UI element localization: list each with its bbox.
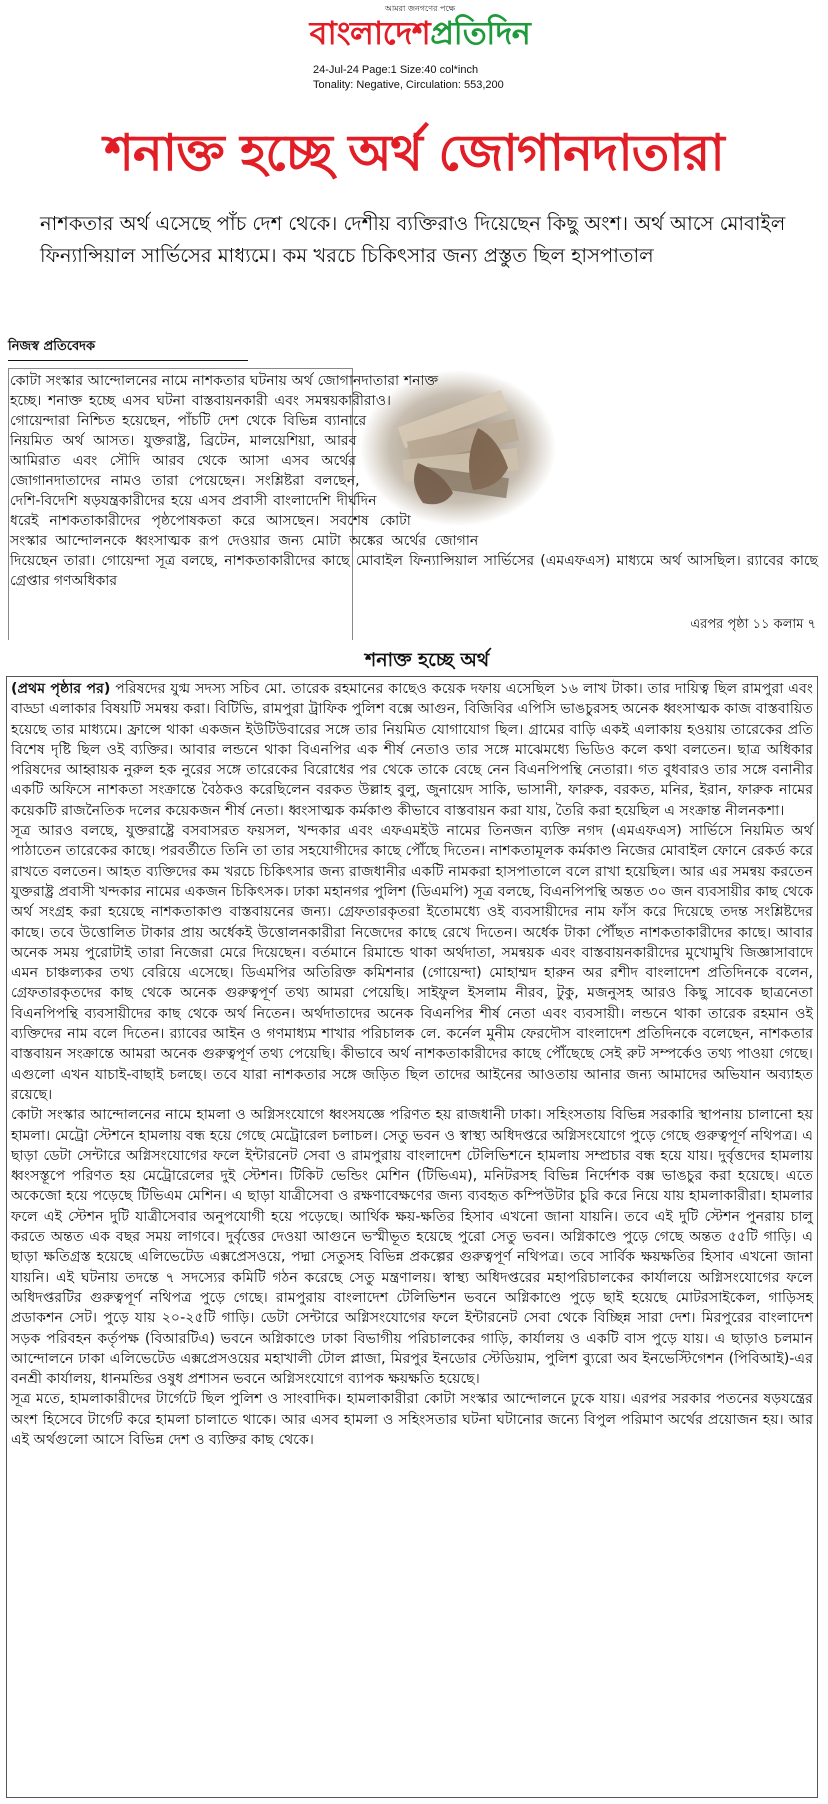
meta-date-page: 24-Jul-24 Page:1 Size:40 col*inch [313,64,479,76]
newspaper-logo [270,14,570,52]
masthead [270,4,570,52]
jump-line: এরপর পৃষ্ঠা ১১ কলাম ৭ [690,617,816,632]
continuation-text [11,679,813,1450]
continuation-headline: শনাক্ত হচ্ছে অর্থ [365,649,490,671]
body-paragraph-4: সূত্র মতে, হামলাকারীদের টার্গেটে ছিল পুলিশ ও সাংবাদিক। হামলাকারীরা কোটা সংস্কার আন্দোলনে ঢুকে যায়। এরপর সরকার পতনের ষড়যন্ত্রের অংশ হিসেবে টার্গেট করে হামলা চালাতে থাকে। আর এসব হামলা ও সহিংসতার ঘটনা ঘটানোর জন্যে বিপুল পরিমাণ অর্থের প্রয়োজন হয়। আর এই অর্থগুলো আসে বিভিন্ন দেশ ও ব্যক্তির কাছ থেকে। [11,1391,813,1448]
body-paragraph-2: সূত্র আরও বলছে, যুক্তরাষ্ট্রে বসবাসরত ফয়সল, খন্দকার এবং এফএমইউ নামের তিনজন ব্যক্তি নগদ (এমএফএস) সার্ভিসে নিয়মিত অর্থ পাঠাতেন তারেকের কাছে। পরবর্তীতে তিনি তা তার সহযোগীদের কাছে পৌঁছে দিতেন। নাশকতামূলক কর্মকাণ্ড নিজের মোবাইল ফোনে রেকর্ড করে রাখতে বলতেন। আহত ব্যক্তিদের কম খরচে চিকিৎসার জন্য রাজধানীর একটি নামকরা হাসপাতালে বলে রাখা হয়েছিল। আর এর সমন্বয় করতেন যুক্তরাষ্ট্র প্রবাসী খন্দকার নামের একজন চিকিৎসক। ঢাকা মহানগর পুলিশ (ডিএমপি) সূত্র বলছে, বিএনপিপন্থি অন্তত ৩০ জন ব্যবসায়ীর কাছ থেকে অর্থ সংগ্রহ করা হয়েছে নাশকতাকাণ্ড বাস্তবায়নের জন্য। গ্রেফতারকৃতরা ইতোমধ্যে ওই ব্যবসায়ীদের নাম ফাঁস করে দিয়েছে তদন্ত সংশ্লিষ্টদের কাছে। তবে উত্তোলিত টাকার প্রায় অর্ধেকই উত্তোলনকারীরা নিজেদের কাছে রেখে দিতেন। অর্ধেক টাকা পৌঁছত নাশকতাকারীদের কাছে। আবার অনেক সময় পুরোটাই তারা নিজেরা মেরে দিয়েছেন। বর্তমানে রিমান্ডে থাকা অর্থদাতা, সমন্বয়ক এবং বাস্তবায়নকারীদের মুখোমুখি জিজ্ঞাসাবাদে এমন চাঞ্চল্যকর তথ্য বেরিয়ে এসেছে। ডিএমপির অতিরিক্ত কমিশনার (গোয়েন্দা) মোহাম্মদ হারুন অর রশীদ বাংলাদেশ প্রতিদিনকে বলেন, গ্রেফতারকৃতদের কাছ থেকে অনেক গুরুত্বপূর্ণ তথ্য আমরা পেয়েছি। সাইফুল ইসলাম নীরব, টুকু, মজনুসহ আরও কিছু সাবেক ছাত্রনেতা বিএনপিপন্থি ব্যবসায়ীদের কাছ থেকে অর্থ নিতেন। অর্থদাতাদের অনেক বিএনপির শীর্ষ নেতা এবং ব্যবসায়ী। লন্ডনে থাকা তারেক রহমান ওই ব্যক্তিদের নাম বলে দিতেন। র‍্যাবের আইন ও গণমাধ্যম শাখার পরিচালক লে. কর্নেল মুনীম ফেরদৌস বাংলাদেশ প্রতিদিনকে বলেছেন, নাশকতার বাস্তবায়ন সংক্রান্তে আমরা অনেক গুরুত্বপূর্ণ তথ্য পেয়েছি। কীভাবে অর্থ নাশকতাকারীদের কাছে পৌঁছেছে সেই রুট সম্পর্কেও তথ্য পাওয়া গেছে। এগুলো এখন যাচাই-বাছাই চলছে। তবে যারা নাশকতার সঙ্গে জড়িত ছিল তাদের আইনের আওতায় আনার জন্য আমাদের অভিযান অব্যাহত রয়েছে। [11,823,814,1103]
body-paragraph-3: কোটা সংস্কার আন্দোলনের নামে হামলা ও অগ্নিসংযোগে ধ্বংসযজ্ঞে পরিণত হয় রাজধানী ঢাকা। সহিংসতায় বিভিন্ন সরকারি স্থাপনায় চালানো হয় হামলা। মেট্রো স্টেশনে হামলায় বন্ধ হয়ে গেছে মেট্রোরেল চলাচল। সেতু ভবন ও স্বাস্থ্য অধিদপ্তরে অগ্নিসংযোগে পুড়ে গেছে গুরুত্বপূর্ণ নথিপত্র। এ ছাড়া ডেটা সেন্টারে অগ্নিসংযোগের ফলে ইন্টারনেট সেবা ও রামপুরায় বাংলাদেশ টেলিভিশনে হামলায় সম্প্রচার বন্ধ হয়ে যায়। দুর্বৃত্তদের হামলায় ধ্বংসস্তূপে পরিণত হয় মেট্রোরেলের দুই স্টেশন। টিকিট ভেন্ডিং মেশিন (টিভিএম), মনিটরসহ বিভিন্ন নির্দেশক বক্স ভাঙচুর করা হয়েছে। এতে অকেজো হয়ে পড়েছে টিভিএম মেশিন। এ ছাড়া যাত্রীসেবা ও রক্ষণাবেক্ষণের জন্য ব্যবহৃত কম্পিউটার চুরি করে নিয়ে যায় হামলাকারীরা। হামলার ফলে এই স্টেশন দুটি যাত্রীসেবার অনুপযোগী হয়ে পড়েছে। আর্থিক ক্ষয়-ক্ষতির হিসাব এখনো জানা যায়নি। তবে এই দুটি স্টেশন পুনরায় চালু করতে অন্তত এক বছর সময় লাগবে। দুর্বৃত্তের দেওয়া আগুনে ভস্মীভূত হয়েছে পুরো সেতু ভবন। অগ্নিকাণ্ডে পুড়ে গেছে অন্তত ৫৫টি গাড়ি। এ ছাড়া ক্ষতিগ্রস্ত হয়েছে এলিভেটেড এক্সপ্রেসওয়ে, পদ্মা সেতুসহ বিভিন্ন প্রকল্পের গুরুত্বপূর্ণ নথিপত্র। তবে সার্বিক ক্ষয়ক্ষতির হিসাব এখনো জানা যায়নি। এই ঘটনায় তদন্তে ৭ সদস্যের কমিটি গঠন করেছে সেতু মন্ত্রণালয়। স্বাস্থ্য অধিদপ্তরের মহাপরিচালকের কার্যালয়ে অগ্নিসংযোগের ফলে অধিদপ্তরটির গুরুত্বপূর্ণ নথিপত্র পুড়ে গেছে। রামপুরায় বাংলাদেশ টেলিভিশন ভবনে অগ্নিকাণ্ডে পুড়ে ছাই হয়েছে মোটরসাইকেল, গাড়িসহ প্রডাকশন সেট। পুড়ে যায় ২০-২৫টি গাড়ি। ডেটা সেন্টারে অগ্নিসংযোগের ফলে ইন্টারনেট সেবা থেকে বিচ্ছিন্ন সারা দেশ। মিরপুরের বাংলাদেশ সড়ক পরিবহন কর্তৃপক্ষ (বিআরটিএ) ভবনে অগ্নিকাণ্ডে ঢাকা বিভাগীয় পরিচালকের গাড়ি, কার্যালয় ও একটি বাস পুড়ে যায়। এ ছাড়াও চলমান আন্দোলনে ঢাকা এলিভেটেড এক্সপ্রেসওয়ের মহাখালী টোল প্লাজা, মিরপুর ইনডোর স্টেডিয়াম, পুলিশ ব্যুরো অব ইনভেস্টিগেশন (পিবিআই)-এর বনশ্রী কার্যালয়, ধানমন্ডির ওষুধ প্রশাসন ভবনে অগ্নিসংযোগে ব্যাপক ক্ষয়ক্ষতি হয়েছে। [11,1107,813,1388]
logo-part-2: প্রতিদিন [430,14,531,52]
body-paragraph-1 [11,679,813,821]
logo-part-1: বাংলাদেশ [309,14,431,52]
deck-subheadline: নাশকতার অর্থ এসেছে পাঁচ দেশ থেকে। দেশীয় ব্যক্তিরাও দিয়েছেন কিছু অংশ। অর্থ আসে মোবাইল ফিন্যান্সিয়াল সার্ভিসের মাধ্যমে। কম খরচে চিকিৎসার জন্য প্রস্তুত ছিল হাসপাতাল [40,212,786,267]
body-paragraph-1-text: পরিষদের যুগ্ম সদস্য সচিব মো. তারেক রহমানের কাছেও কয়েক দফায় এসেছিল ১৬ লাখ টাকা। তার দায়িত্ব ছিল রামপুরা এবং বাড্ডা এলাকার বিষয়টি সমন্বয় করা। বিটিভি, রামপুরা ট্রাফিক পুলিশ বক্সে আগুন, বিজিবির এপিসি ভাঙচুরসহ অনেক ধ্বংসাত্মক কাজ বাস্তবায়িত হয়েছে তার মাধ্যমে। ফ্রান্সে থাকা একজন ইউটিউবারের সঙ্গে তার নিয়মিত যোগাযোগ ছিল। গ্রামের বাড়ি একই এলাকায় হওয়ায় তারেকের প্রতি বিশেষ দৃষ্টি ছিল ওই ব্যক্তির। আবার লন্ডনে থাকা বিএনপির এক শীর্ষ নেতাও তার সঙ্গে মাঝেমধ্যে ভিডিও কলে কথা বলতেন। ছাত্র অধিকার পরিষদের আহ্বায়ক নুরুল হক নুরের সঙ্গে তারেকের বিরোধের পর থেকে তাকে বেছে নেন বিএনপিপন্থি নেতারা। গত বুধবারও তার সঙ্গে বনানীর একটি অফিসে নাশকতা সংক্রান্তে বৈঠকও করেছিলেন বরকত উল্লাহ বুলু, জুনায়েদ সাকি, ভাসানী, ফারুক, বরকত, মনির, ইরান, ফারুক নামের কয়েকটি রাজনৈতিক দলের কয়েকজন শীর্ষ নেতা। ধ্বংসাত্মক কর্মকাণ্ড কীভাবে বাস্তবায়ন করা যায়, তৈরি করা হয়েছিল এ সংক্রান্ত নীলনকশা। [11,681,813,819]
masthead-tagline: আমরা জনগণের পক্ষে [384,4,456,13]
meta-tonality: Tonality: Negative, Circulation: 553,200 [313,79,504,91]
continuation-lead: (প্রথম পৃষ্ঠার পর) [11,681,111,697]
intro-text: কোটা সংস্কার আন্দোলনের নামে নাশকতার ঘটনায় অর্থ জোগানদাতারা শনাক্ত হচ্ছে। শনাক্ত হচ্ছে এসব ঘটনা বাস্তবায়নকারী এবং সমন্বয়কারীরাও। গোয়েন্দারা নিশ্চিত হয়েছেন, পাঁচটি দেশ থেকে বিভিন্ন ব্যানারে নিয়মিত অর্থ আসত। যুক্তরাষ্ট্র, ব্রিটেন, মালয়েশিয়া, আরব আমিরাত এবং সৌদি আরব থেকে আসা এসব অর্থের জোগানদাতাদের নামও তারা পেয়েছেন। সংশ্লিষ্টরা বলছেন, দেশি-বিদেশি ষড়যন্ত্রকারীদের হয়ে এসব প্রবাসী বাংলাদেশি দীর্ঘদিন ধরেই নাশকতাকারীদের পৃষ্ঠপোষকতা করে আসছেন। সবশেষ কোটা সংস্কার আন্দোলনকে ধ্বংসাত্মক রূপ দেওয়ার জন্য মোটা অঙ্কের অর্থের জোগান দিয়েছেন তারা। গোয়েন্দা সূত্র বলছে, নাশকতাকারীদের কাছে মোবাইল ফিন্যান্সিয়াল সার্ভিসের (এমএফএস) মাধ্যমে অর্থ আসছিল। র‍্যাবের কাছে গ্রেপ্তার গণঅধিকার [10,373,818,589]
intro-paragraph [10,371,818,591]
continuation-box [6,676,818,1798]
headline: শনাক্ত হচ্ছে অর্থ জোগানদাতারা [104,124,724,182]
intro-section [8,368,820,640]
byline: নিজস্ব প্রতিবেদক [8,337,248,361]
clipping-meta [313,63,504,93]
